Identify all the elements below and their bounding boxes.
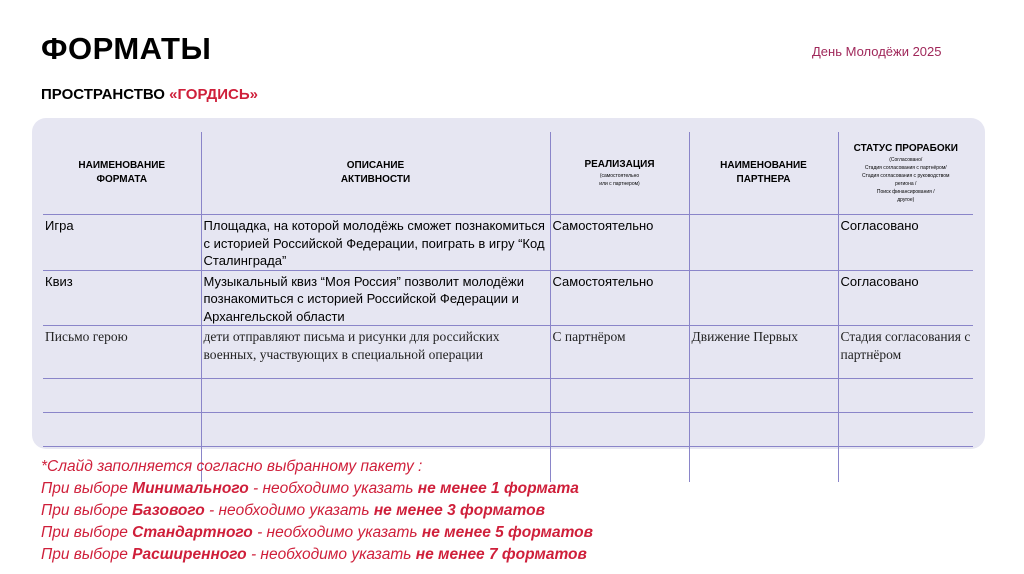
header-format-name: НАИМЕНОВАНИЕ ФОРМАТА (43, 132, 201, 215)
formats-table (43, 132, 973, 482)
cell-realization: Самостоятельно (550, 270, 689, 326)
cell-format: Квиз (43, 270, 201, 326)
header-realization: РЕАЛИЗАЦИЯ (самостоятельно или с партнером) (550, 132, 689, 215)
empty-cell (43, 379, 201, 413)
cell-description: дети отправляют письма и рисунки для российских военных, участвующих в специальной операции (201, 326, 550, 379)
empty-cell (43, 413, 201, 447)
empty-table-row (43, 379, 973, 413)
empty-cell (201, 413, 550, 447)
table-row (43, 270, 973, 326)
cell-status: Согласовано (838, 270, 973, 326)
note-line: При выборе Минимального - необходимо указать не менее 1 формата (41, 480, 579, 497)
empty-cell (689, 379, 838, 413)
empty-cell (838, 413, 973, 447)
note-line: При выборе Расширенного - необходимо указать не менее 7 форматов (41, 546, 587, 563)
cell-partner (689, 270, 838, 326)
cell-partner: Движение Первых (689, 326, 838, 379)
empty-cell (689, 413, 838, 447)
cell-format: Письмо герою (43, 326, 201, 379)
table-header-row (43, 132, 973, 215)
page-title: ФОРМАТЫ (41, 31, 212, 66)
cell-status: Стадия согласования с партнёром (838, 326, 973, 379)
header-status: СТАТУС ПРОРАБОКИ (Согласовано/ Стадия согласования с партнёром/ Стадия согласования с руководством региона / Поиск финансирования / другое) (838, 132, 973, 215)
cell-status: Согласовано (838, 215, 973, 271)
empty-cell (550, 379, 689, 413)
note-heading: *Слайд заполняется согласно выбранному пакету : (41, 458, 423, 475)
header-description: ОПИСАНИЕ АКТИВНОСТИ (201, 132, 550, 215)
cell-description: Музыкальный квиз “Моя Россия” позволит молодёжи познакомиться с историей Российской Федерации и Архангельской области (201, 270, 550, 326)
subtitle-accent: «ГОРДИСЬ» (169, 86, 258, 103)
note-line: При выборе Базового - необходимо указать не менее 3 форматов (41, 502, 545, 519)
empty-cell (201, 379, 550, 413)
empty-cell (550, 413, 689, 447)
empty-cell (838, 379, 973, 413)
subtitle-prefix: ПРОСТРАНСТВО (41, 86, 170, 103)
header-partner-name: НАИМЕНОВАНИЕ ПАРТНЕРА (689, 132, 838, 215)
empty-table-row (43, 413, 973, 447)
note-line: При выборе Стандартного - необходимо указать не менее 5 форматов (41, 524, 593, 541)
cell-partner (689, 215, 838, 271)
cell-description: Площадка, на которой молодёжь сможет познакомиться с историей Российской Федерации, поиграть в игру “Код Сталинграда” (201, 215, 550, 271)
cell-realization: Самостоятельно (550, 215, 689, 271)
table-row (43, 215, 973, 271)
cell-realization: С партнёром (550, 326, 689, 379)
cell-format: Игра (43, 215, 201, 271)
instructions-note (41, 456, 741, 566)
subtitle (41, 86, 258, 103)
empty-cell (838, 447, 973, 483)
table-row (43, 326, 973, 379)
event-label: День Молодёжи 2025 (812, 44, 942, 59)
